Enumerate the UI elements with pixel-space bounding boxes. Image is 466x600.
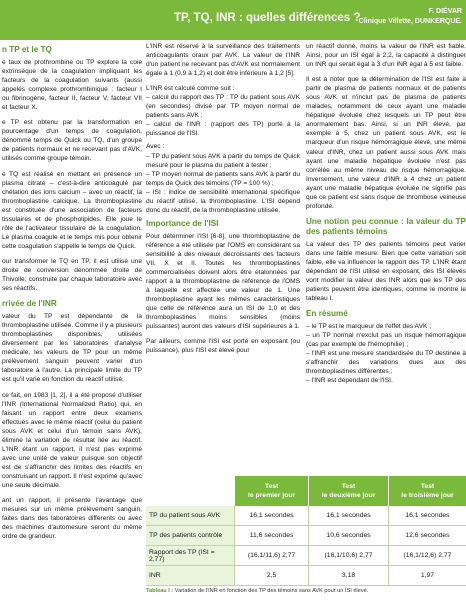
data-table [146, 476, 466, 586]
list-item: – ISI : indice de sensibilité international spécifique du réactif utilisé, la thromboplastine. L'ISI dépend donc du réactif, de la thromboplastine utilisée. [146, 188, 300, 214]
table-row [146, 526, 466, 546]
article-title: TP, TQ, INR : quelles différences ? [174, 12, 361, 24]
paragraph: Il est à noter que la détermination de l'ISI est faite à partir de plasma de patients normaux et de patients sous AVK et n'inclut pas de plasma de patients malades, notamment de ceux ayant une maladie hépatique évoluée chez lesquels un TP peut être anormalement bas. Ainsi, si un INR élevé, par exemple à 5, chez un patient sous AVK, est le marqueur d'un risque hémorragique élevé, une même valeur d'INR, chez un patient aussi sous AVK mais ayant une maladie hépatique évoluée n'est pas corrélée au même niveau de risque hémorragique. Inversement, une valeur d'INR à 4 chez un patient ayant une maladie hépatique évoluée ne signifie pas que ce patient est sans risque de thrombose veineuse profonde. [306, 76, 466, 210]
row-label: Rapport des TP (ISI = 2,77) [146, 546, 235, 566]
column-left [0, 42, 142, 547]
paragraph: e taux de prothrombine ou TP explore la coie extrinsèque de la coagulation impliquant les facteurs de la coagulation suivants (aussi appelés complexe prothrombinique : facteur I ou fibrinogène, facteur II, facteur V, facteur VII et facteur X. [2, 59, 142, 112]
paragraph: valeur du TP est dépendante de la thromboplastine utilisée. Comme il y a plusieurs thromboplastines disponibles, utilisées diversement par les laboratoires d'analyse médicale, les valeurs de TP pour un même prélèvement sanguin peuvent varier d'un laboratoire à l'autre. La principale limite du TP est qu'il varie en fonction du réactif utilisé. [2, 313, 142, 384]
list-item: – calcul du rapport des TP : TP du patient sous AVK (en secondes) divisé par TP moyen normal de patients sans AVK ; [146, 94, 300, 120]
table-row [146, 506, 466, 526]
paragraph: L'INR est calculé comme suit : [146, 85, 235, 93]
section-heading-resume: En résumé [306, 309, 348, 319]
column-middle [146, 42, 300, 361]
table-cell: (16,1/11,6) 2,77 [235, 546, 309, 566]
table-row [146, 566, 466, 586]
list-item: – un TP normal n'exclut pas un risque hémorragique (cas par exemple de l'hémophilie) ; [306, 332, 466, 349]
table-cell: (16,1/10,6) 2,77 [309, 546, 389, 566]
paragraph: Pour déterminer l'ISI [6-8], une thromboplastine de référence a été utilisée par l'OMS en considérant sa sensibilité à des niveaux décroissants des facteurs VII, X et II. Toutes les thromboplastines commercialisées doivent alors être étalonnées par rapport à la thromboplastine de référence de l'OMS à laquelle est affectée une valeur de 1. Une thromboplastine ayant les mêmes caractéristiques que celle de référence aura un ISI de 1,0 et des thromboplastines moins sensibles (moins puissantes) auront des valeurs d'ISI supérieures à 1. [146, 232, 300, 331]
author-block [359, 7, 462, 27]
list-item: – TP moyen normal de patients sans AVK à partir du temps de Quick des témoins (TP = 100 %) ; [146, 170, 300, 187]
paragraph: e TP est obtenu par la transformation en pourcentage d'un temps de coagulation, dénommé temps de Quick ou TQ, d'un groupe de patients normaux et ne recevant pas d'AVK, utilisés comme groupe témoin. [2, 119, 142, 163]
header-cell-day1: Test le premier jour [235, 476, 309, 506]
paragraph: Avec : [146, 143, 165, 151]
list-item: – l'INR est une mesure standardisée du TP destinée à s'affranchir des variations dues aux des thromboplastines différentes ; [306, 350, 466, 376]
table-cell: 11,6 secondes [235, 526, 309, 546]
table-cell: 3,18 [309, 566, 389, 586]
paragraph: ce fait, en 1983 [1, 2], il a été proposé d'utiliser l'INR (International Normalized Ratio) qui, en faisant un rapport entre deux examens effectués avec le même réactif (celui du patient sous AVK et celui d'un témoin sans AVK), élimine la variation de résultat liée au réactif. L'INR étant un rapport, il n'est pas exprimé avec une unité de valeur puisque son objectif est de s'affranchir des limites des réactifs en construisant un rapport. Il n'est exprimé qu'avec une seule décimale. [2, 391, 142, 489]
paragraph: e TQ est réalisé en mettant en présence un plasma citraté – c'est-à-dire anticoagulé par chélation des ions calcium – avec un réactif, la thromboplastine calcique. La thromboplastine est constituée d'une association de facteurs tissulaires et de phospholipides. Elle joue le rôle de l'activateur tissulaire de la coagulation. Le plasma coagule et le temps mis pour obtenir cette coagulation s'appelle le temps de Quick. [2, 170, 142, 250]
article-header [0, 0, 466, 40]
table-container [146, 476, 466, 586]
paragraph: Par ailleurs, comme l'ISI est porté en exposant (ou puissance), plus l'ISI est élevé pour [146, 338, 300, 355]
section-heading-isi: Importance de l'ISI [146, 218, 219, 228]
caption-text: Variation de l'INR en fonction des TP des témoins sans AVK pour un ISI élevé. [173, 588, 369, 594]
list-item: – l'INR est dépendant de l'ISI. [306, 377, 393, 385]
section-heading-tp-tq: n TP et le TQ [2, 45, 52, 54]
list-inr-calc [146, 93, 300, 138]
table-row [146, 546, 466, 566]
paragraph: L'INR est réservé à la surveillance des traitements anticoagulants oraux par AVK. La valeur de l'INR d'un patient ne recevant pas d'AVK est normalement égale à 1 (0,9 à 1,2) et doit être inférieure à 1,2 [5]. [146, 43, 300, 78]
header-cell-empty [146, 476, 235, 506]
paragraph: ant un rapport, il présente l'avantage que mesures sur un même prélèvement sanguin, faites dans des laboratoires différents ou avec des machines d'automesure seront du même ordre de grandeur. [2, 497, 142, 541]
table-cell: 12,6 secondes [388, 526, 466, 546]
table-cell: (16,1/12,6) 2,77 [388, 546, 466, 566]
list-item: – le TP est le marqueur de l'effet des AVK ; [306, 323, 432, 331]
paragraph: La valeur des TP des patients témoins peut varier dans une faible mesure. Bien que cette variation soit faible, elle va influencer le rapport des TP. L'INR étant dépendant de l'ISI utilisé en exposant, des ISI élevés vont modifier la valeur des INR alors que les TP des patients peuvent être identiques, comme le montre le tableau I. [306, 240, 466, 303]
table-header-row [146, 476, 466, 506]
author-affiliation: Clinique Villette, DUNKERQUE. [358, 18, 462, 25]
table-cell: 1,97 [388, 566, 466, 586]
list-item: – TP du patient sous AVK à partir du temps de Quick mesuré pour le plasma du patient à tester ; [146, 152, 300, 169]
section-heading-inr: rrivée de l'INR [2, 299, 57, 309]
list-definitions [146, 152, 300, 215]
row-label: TP des patients contrôle [146, 526, 235, 546]
row-label: TP du patient sous AVK [146, 506, 235, 526]
table-cell: 2,5 [235, 566, 309, 586]
list-item: – calcul de l'INR : (rapport des TP) porté à la puissance de l'ISI. [146, 121, 300, 138]
section-heading-temoins: Une notion peu connue : la valeur du TP des patients témoins [306, 216, 466, 236]
table-cell: 10,6 secondes [309, 526, 389, 546]
header-cell-day2: Test le deuxième jour [309, 476, 389, 506]
table-cell: 16,1 secondes [388, 506, 466, 526]
table-cell: 16,1 secondes [235, 506, 309, 526]
table-cell: 16,1 secondes [309, 506, 389, 526]
row-label: INR [146, 566, 235, 586]
header-cell-day3: Test le troisième jour [388, 476, 466, 506]
list-summary [306, 322, 466, 385]
author-name: F. DIÉVAR [428, 8, 462, 15]
table-caption [146, 588, 368, 594]
column-right [306, 42, 466, 390]
paragraph: un réactif donné, moins la valeur de l'INR est fiable. Ainsi, pour un ISI égal à 2,2, la capacité à distinguer un INR qui serait égal à 3 d'un INR égal à 5 est faible. [306, 43, 466, 69]
paragraph: our transformer le TQ en TP, il est utilisé une droite de conversion dénommée droite de Thivolle, construite par chaque laboratoire avec ses réactifs. [2, 257, 142, 293]
caption-label: Tableau I : [146, 588, 174, 594]
